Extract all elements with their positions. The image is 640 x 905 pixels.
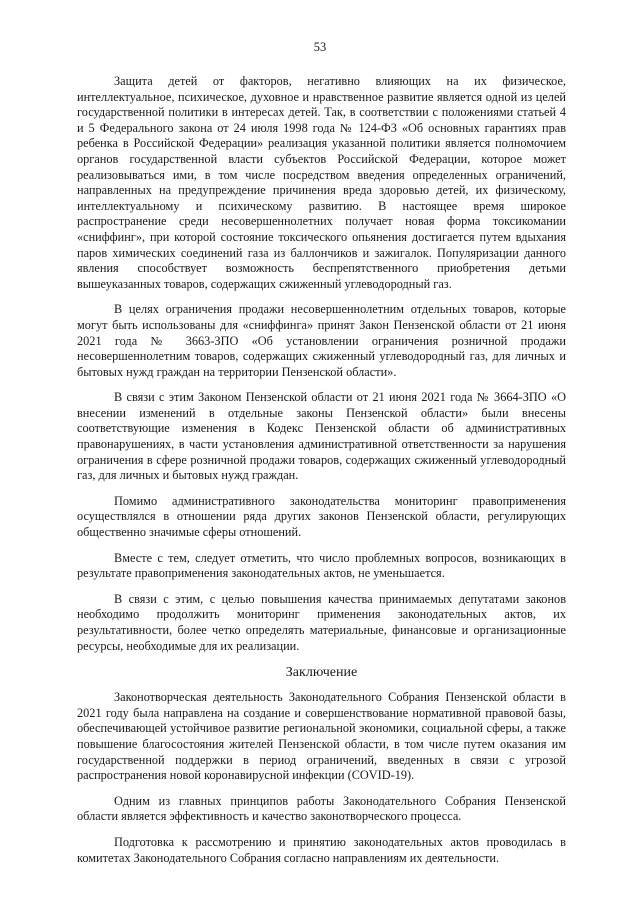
paragraph-child-protection: Защита детей от факторов, негативно влияющих на их физическое, интеллектуальное, психическое, духовное и нравственное развитие является одной из целей государственной политики в интересах детей. Так, в соответствии с положениями статьей 4 и 5 Федерального закона от 24 июля 1998 года № 124-ФЗ «Об основных гарантиях прав ребенка в Российской Федерации» реализация указанной политики является полномочием органов государственной власти субъектов Российской Федерации, которое может реализовываться ими, в том числе посредством введения определенных ограничений, направленных на предупреждение причинения вреда здоровью детей, их физическому, интеллектуальному и психическому развитию. В настоящее время широкое распространение среди несовершеннолетних получает новая форма токсикомании «сниффинг», при которой состояние токсического опьянения достигается путем вдыхания паров химических соединений газа из баллончиков и зажигалок. Популяризации данного явления способствует возможность беспрепятственного приобретения детьми вышеуказанных товаров, содержащих сжиженный углеводородный газ. [77,74,566,291]
section-heading-conclusion: Заключение [285,665,358,681]
page-number: 53 [313,40,327,54]
paragraph-law-3664: В связи с этим Законом Пензенской области от 21 июня 2021 года № 3664-ЗПО «О внесении изменений в отдельные законы Пензенской области» были внесены соответствующие изменения в Кодекс Пензенской области об административных правонарушениях, в части установления административной ответственности за нарушения ограничения в сфере розничной продажи товаров, содержащих сжиженный углеводородный газ, для личных и бытовых нужд граждан. [77,390,566,483]
paragraph-monitoring: Помимо административного законодательства мониторинг правоприменения осуществлялся в отношении ряда других законов Пензенской области, регулирующих общественно значимые сферы отношений. [77,493,566,540]
paragraph-committees: Подготовка к рассмотрению и принятию законодательных актов проводилась в комитетах Законодательного Собрания согласно направлениям их деятельности. [77,834,566,865]
paragraph-principles: Одним из главных принципов работы Законодательного Собрания Пензенской области является эффективность и качество законотворческого процесса. [77,793,566,824]
paragraph-law-3663: В целях ограничения продажи несовершеннолетним отдельных товаров, которые могут быть использованы для «сниффинга» принят Закон Пензенской области от 21 июня 2021 года № 3663-ЗПО «Об установлении ограничения розничной продажи несовершеннолетним товаров, содержащих сжиженный углеводородный газ, для личных и бытовых нужд граждан на территории Пензенской области». [77,302,566,379]
paragraph-problem-issues: Вместе с тем, следует отметить, что число проблемных вопросов, возникающих в результате правоприменения законодательных актов, не уменьшается. [77,550,566,581]
paragraph-quality-improvement: В связи с этим, с целью повышения качества принимаемых депутатами законов необходимо продолжить мониторинг применения законодательных актов, их результативности, более четко определять материальные, финансовые и организационные ресурсы, необходимые для их реализации. [77,591,566,653]
document-body [77,74,566,876]
paragraph-legislative-activity: Законотворческая деятельность Законодательного Собрания Пензенской области в 2021 году была направлена на создание и совершенствование нормативной правовой базы, обеспечивающей устойчивое развитие региональной экономики, социальной сферы, а также повышение благосостояния жителей Пензенской области, в том числе путем оказания им государственной поддержки в период ограничений, введенных в связи с угрозой распространения новой коронавирусной инфекции (COVID-19). [77,690,566,783]
